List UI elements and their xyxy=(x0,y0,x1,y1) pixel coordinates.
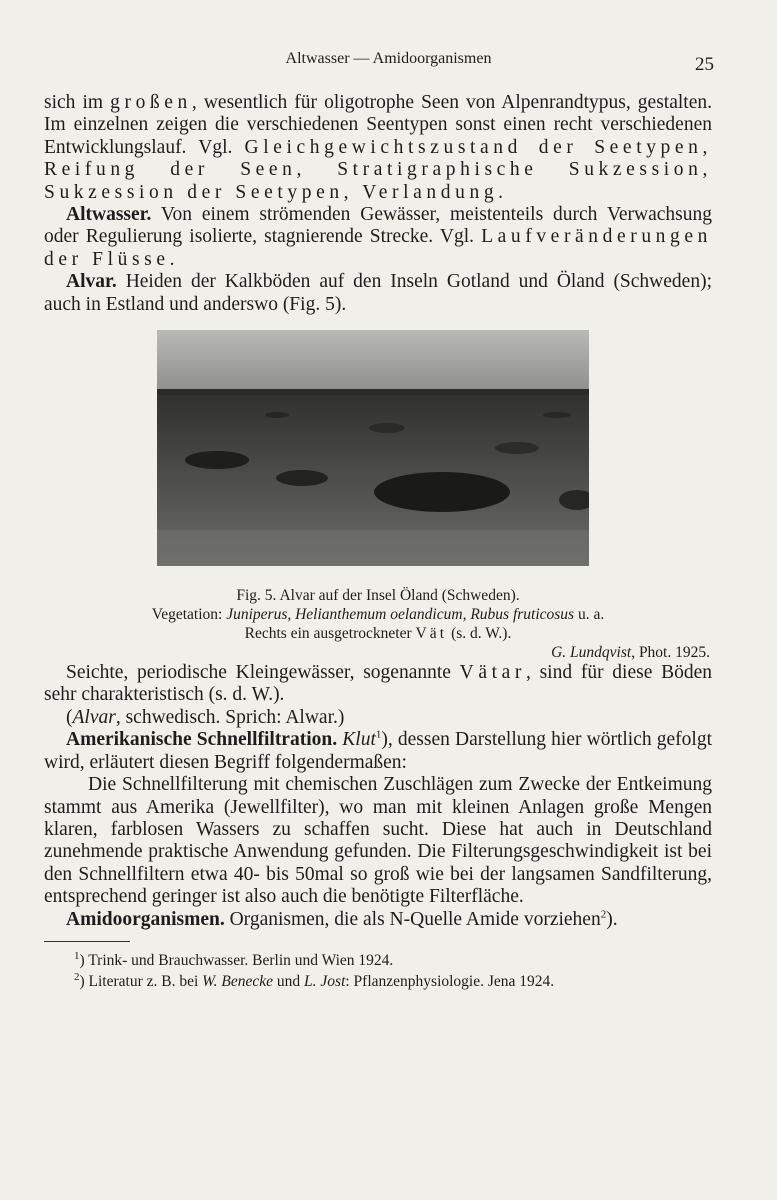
alvar-landscape-photo xyxy=(157,330,589,566)
italic-word: Alvar xyxy=(72,706,116,728)
text-run: , sind für diese Böden sehr charakteristisch (s. d. W.). xyxy=(44,662,712,706)
footnote-text: ) Trink- und Brauchwasser. Berlin und Wien 1924. xyxy=(79,951,394,969)
entry-term: Amidoorganismen. xyxy=(66,908,225,930)
footnote-marker: 1 xyxy=(375,728,382,741)
entry-alvar xyxy=(44,271,712,316)
caption-vegetation xyxy=(44,605,712,624)
page-number: 25 xyxy=(695,54,714,75)
footnote-1 xyxy=(44,950,712,971)
text-run: , schwedisch. Sprich: Alwar.) xyxy=(115,706,345,728)
text-run: ). xyxy=(606,908,618,930)
text-run: , wesentlich für oligotrophe Seen von Alpenrandtypus, gestalten. Im einzelnen zeigen die verschiedenen Seentypen sonst einen recht verschiedenen Entwicklungslauf. Vgl. xyxy=(44,92,712,158)
spaced-word: Vät xyxy=(415,625,448,643)
text-run: ( xyxy=(66,706,73,728)
entry-text: ), dessen Darstellung hier wörtlich gefolgt wird, erläutert diesen Begriff folgendermaßen: xyxy=(44,729,712,773)
credit-text: , Phot. 1925. xyxy=(631,644,710,662)
photographer-name: G. Lundqvist xyxy=(551,644,632,662)
figure-caption xyxy=(44,586,712,662)
photo-credit xyxy=(44,643,712,662)
spaced-word: Vätar xyxy=(459,662,526,684)
entry-term: Alvar. xyxy=(66,271,117,293)
entry-term: Amerikanische Schnellfiltration. xyxy=(66,729,338,751)
entry-term: Altwasser. xyxy=(66,204,152,226)
text-run: Seichte, periodische Kleingewässer, sogenannte xyxy=(66,662,460,684)
spaced-word: großen xyxy=(110,92,192,113)
text-run: sich im xyxy=(44,92,111,113)
caption-label: Vegetation: xyxy=(151,606,227,624)
cross-reference: Laufveränderungen der Flüsse. xyxy=(44,226,712,270)
page-header xyxy=(0,48,777,76)
page-body xyxy=(44,92,712,992)
caption-note xyxy=(44,624,712,643)
caption-text: (s. d. W.). xyxy=(447,625,512,643)
entry-text: Von einem strömenden Gewässer, meistenteils durch Verwachsung oder Regulierung isolierte, stagnierende Strecke. Vgl. xyxy=(44,204,712,248)
paragraph-vaetar xyxy=(44,662,712,707)
figure-5 xyxy=(44,330,712,662)
paragraph-alvar-note xyxy=(44,707,712,729)
author-name: L. Jost xyxy=(304,972,346,990)
author-name: Klut xyxy=(342,729,376,751)
entry-text: Heiden der Kalkböden auf den Inseln Gotland und Öland (Schweden); auch in Estland und anderswo (Fig. 5). xyxy=(44,271,712,315)
footnote-2 xyxy=(44,971,712,992)
footnote-text: ) Literatur z. B. bei xyxy=(79,972,203,990)
footnote-text: und xyxy=(273,972,305,990)
footnote-number: 1 xyxy=(74,949,80,962)
quoted-passage: Die Schnellfilterung mit chemischen Zuschlägen zum Zwecke der Entkeimung stammt aus Amerika (Jewellfilter), wo man mit kleinen Anlagen große Mengen klaren, farblosen Wassers zu schaffen sucht. Diese hat auch in Deutschland zunehmende praktische Anwendung gefunden. Die Filterungsgeschwindigkeit ist bei den Schnellfiltern etwa 40- bis 50mal so groß wie bei der langsamen Sandfilterung, entsprechend geringer ist also auch die benötigte Filterfläche. xyxy=(44,774,712,908)
entry-amidoorganismen xyxy=(44,909,712,931)
cross-reference: Gleichgewichtszustand der Seetypen, Reifung der Seen, Stratigraphische Sukzession, Sukzession der Seetypen, Verlandung. xyxy=(44,136,712,203)
entry-altwasser xyxy=(44,204,712,271)
footnote-marker: 2 xyxy=(600,908,607,921)
footnotes xyxy=(44,950,712,992)
caption-species: Juniperus, Helianthemum oelandicum, Rubus fruticosus xyxy=(226,606,575,624)
footnote-number: 2 xyxy=(74,970,80,983)
running-head: Altwasser — Amidoorganismen xyxy=(285,50,492,67)
entry-text: Organismen, die als N-Quelle Amide vorziehen xyxy=(224,908,601,930)
caption-title: Fig. 5. Alvar auf der Insel Öland (Schweden). xyxy=(236,587,520,605)
author-name: W. Benecke xyxy=(202,972,274,990)
caption-text: u. a. xyxy=(574,606,605,624)
footnote-text: : Pflanzenphysiologie. Jena 1924. xyxy=(345,972,555,990)
paragraph-seetypen xyxy=(44,92,712,204)
caption-text: Rechts ein ausgetrockneter xyxy=(244,625,416,643)
entry-amerikanische-schnellfiltration xyxy=(44,729,712,774)
footnote-divider xyxy=(44,941,130,942)
